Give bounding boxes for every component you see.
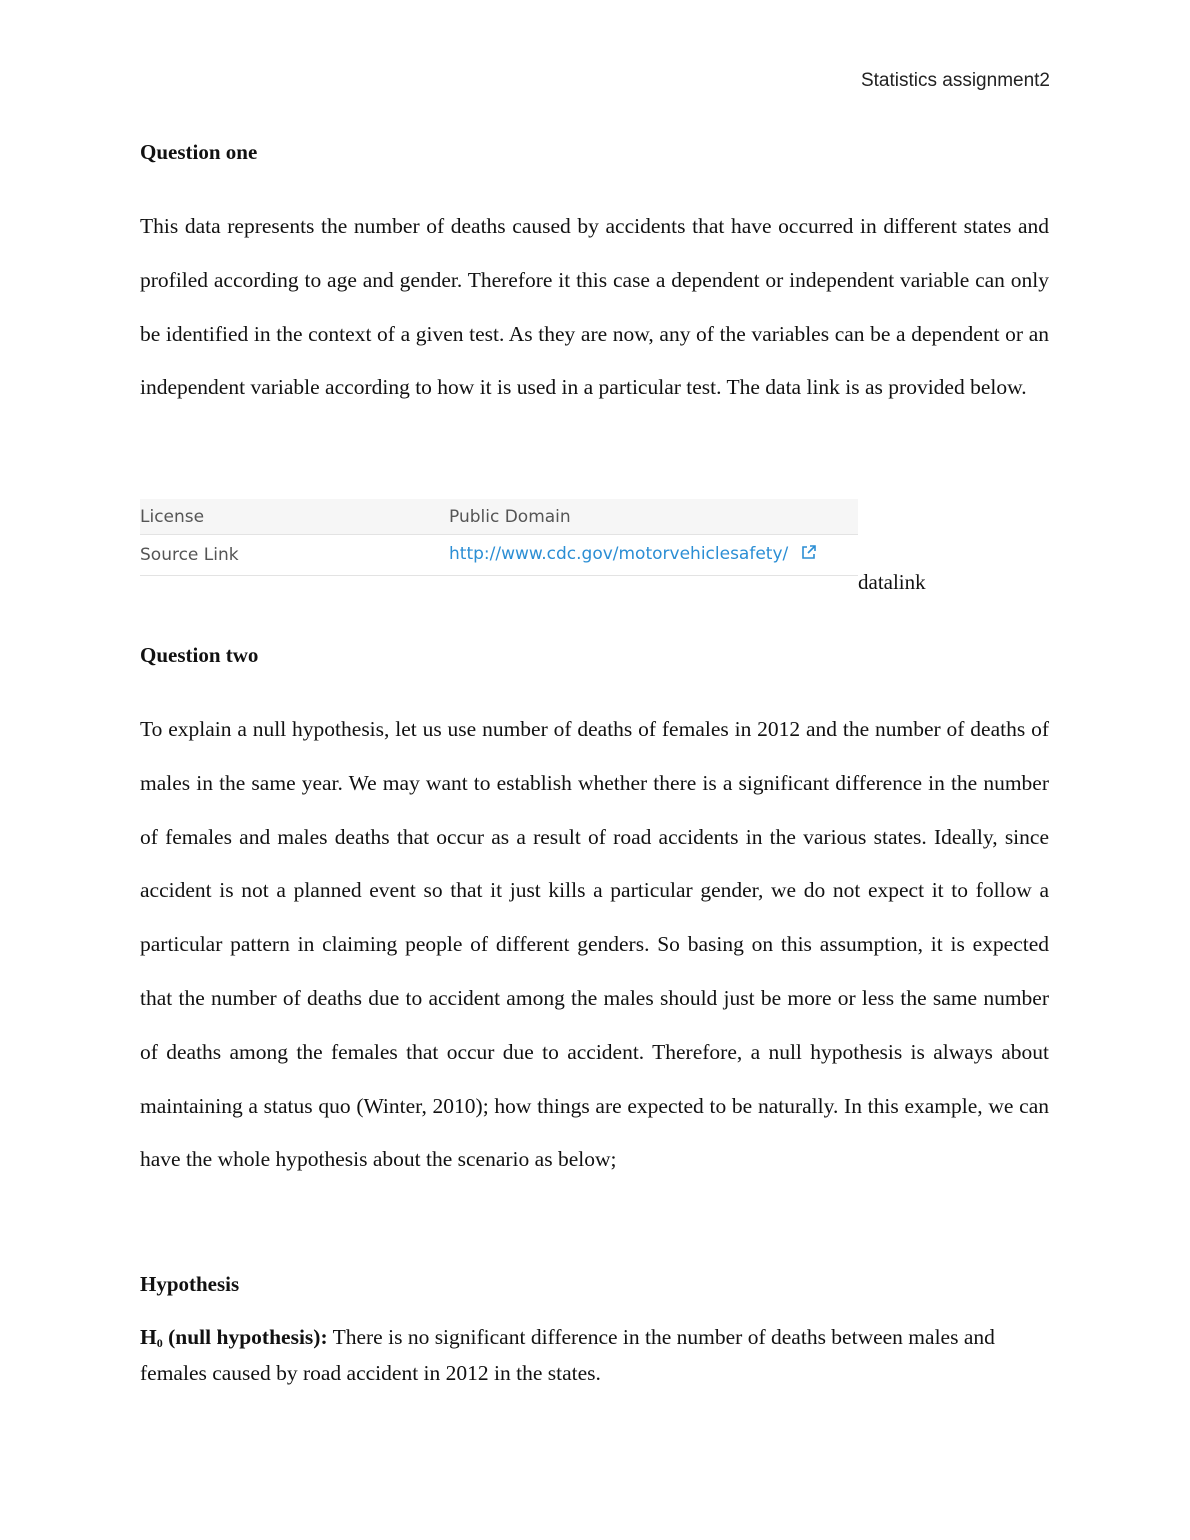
source-link-label: Source Link [140,535,449,576]
question-one-paragraph: This data represents the number of deaths caused by accidents that have occurred in different states and profiled according to age and gender. Therefore it this case a dependent or independent variable can only be identified in the context of a given test. As they are now, any of the variables can be a dependent or an independent variable according to how it is used in a particular test. The data link is as provided below. [140,214,1049,400]
h0-label: (null hypothesis): [162,1325,328,1349]
table-row [140,535,858,576]
table-row [140,499,858,535]
running-header: Statistics assignment2 [860,70,1050,91]
question-one-heading: Question one [140,140,258,164]
datalink-caption: datalink [858,570,926,594]
question-two-paragraph: To explain a null hypothesis, let us use number of deaths of females in 2012 and the number of deaths of males in the same year. We may want to establish whether there is a significant difference in the number of females and males deaths that occur as a result of road accidents in the various states. Ideally, since accident is not a planned event so that it just kills a particular gender, we do not expect it to follow a particular pattern in claiming people of different genders. So basing on this assumption, it is expected that the number of deaths due to accident among the males should just be more or less the same number of deaths among the females that occur due to accident. Therefore, a null hypothesis is always about maintaining a status quo (Winter, 2010); how things are expected to be naturally. In this example, we can have the whole hypothesis about the scenario as below; [140,717,1049,1172]
license-value: Public Domain [449,499,858,535]
source-link[interactable]: http://www.cdc.gov/motorvehiclesafety/ [449,544,789,564]
external-link-icon[interactable] [800,544,817,566]
null-hypothesis [140,1322,1049,1388]
question-two-heading: Question two [140,643,259,667]
h0-symbol: H [140,1325,157,1349]
h0-subscript: 0 [156,1336,163,1350]
hypothesis-heading: Hypothesis [140,1272,240,1296]
data-source-table [140,499,858,576]
license-label: License [140,499,449,535]
h0-text: There is no significant difference in the number of deaths between males and females caused by road accident in 2012 in the states. [140,1325,995,1385]
source-link-cell [449,535,858,576]
